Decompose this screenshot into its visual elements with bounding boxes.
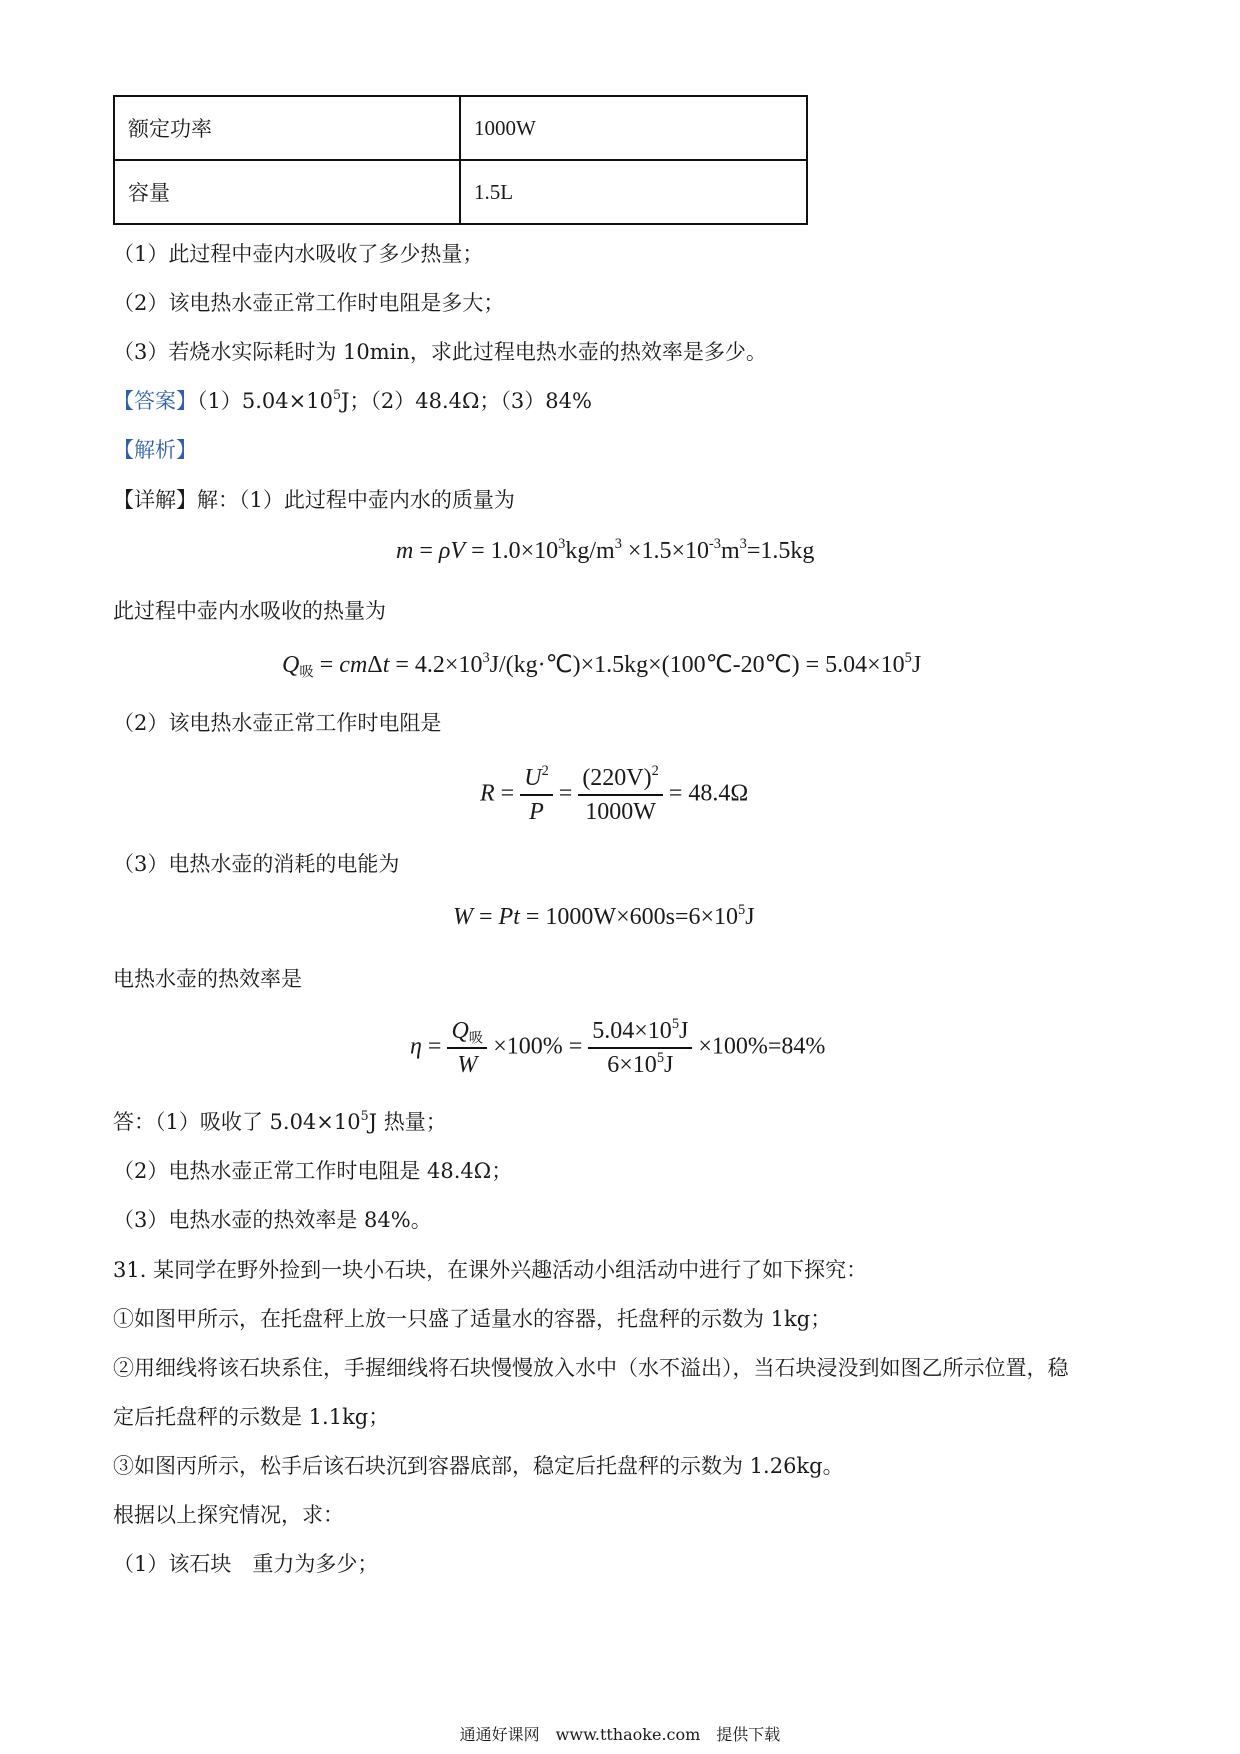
answer-part1-pre: （1）5.04×10 xyxy=(197,389,333,413)
answer-tag: 【答案】 xyxy=(113,389,197,413)
table-cell-value: 1000W xyxy=(460,96,807,160)
table-row xyxy=(114,160,807,224)
answer-part1-exp: 5 xyxy=(332,387,341,403)
energy-intro: （3）电热水壶的消耗的电能为 xyxy=(113,852,400,876)
answer-line xyxy=(113,387,592,415)
footer-text: 通通好课网 www.tthaoke.com 提供下载 xyxy=(459,1725,781,1744)
question-3: （3）若烧水实际耗时为 10min，求此过程电热水壶的热效率是多少。 xyxy=(113,340,767,364)
question-1: （1）此过程中壶内水吸收了多少热量； xyxy=(113,242,484,266)
conclusion-2: （2）电热水壶正常工作时电阻是 48.4Ω； xyxy=(113,1159,513,1183)
detail-line xyxy=(113,486,515,514)
question-2: （2）该电热水壶正常工作时电阻是多大； xyxy=(113,291,505,315)
equation-efficiency: η = $\frac{Q_吸}{W}$ ×100% = $\frac{5.04\times 10^5J}{6\times 10^5J}$ ×100%=84% xyxy=(410,1015,826,1078)
answer-part1-post: J；（2）48.4Ω；（3）84% xyxy=(340,389,592,413)
table-cell-value: 1.5L xyxy=(460,160,807,224)
table-row xyxy=(114,96,807,160)
conclusion-1-exp: 5 xyxy=(360,1108,369,1124)
heat-intro: 此过程中壶内水吸收的热量为 xyxy=(113,599,386,623)
analysis-tag: 【解析】 xyxy=(113,438,197,462)
equation-mass: $m = \rho V = 1.0\times 10^3kg/m^3 \times 1.5\times 10^{-3}m^3=1.5kg$ xyxy=(396,535,815,564)
problem31-step3: ③如图丙所示，松手后该石块沉到容器底部，稳定后托盘秤的示数为 1.26kg。 xyxy=(113,1454,844,1478)
conclusion-1 xyxy=(113,1108,447,1136)
resist-intro: （2）该电热水壶正常工作时电阻是 xyxy=(113,711,442,735)
conclusion-1-post: J 热量； xyxy=(368,1110,447,1134)
detail-text: 解：（1）此过程中壶内水的质量为 xyxy=(197,488,515,512)
equation-heat: $Q_吸 = cm\Delta t$ = $4.2\times 10^3J/(kg\cdot℃)\times 1.5kg\times(100℃-20℃) = 5.04\times 10^5J$ xyxy=(282,649,922,681)
equation-energy: $W = Pt = 1000W\times 600s=6\times 10^5J$ xyxy=(453,901,755,930)
problem31-step2a: ②用细线将该石块系住，手握细线将石块慢慢放入水中（水不溢出），当石块浸没到如图乙所示位置，稳 xyxy=(113,1356,1069,1380)
table-cell-label: 额定功率 xyxy=(114,96,460,160)
table-cell-label: 容量 xyxy=(114,160,460,224)
spec-table xyxy=(113,95,808,225)
problem31-q1: （1）该石块 重力为多少； xyxy=(113,1552,379,1576)
equation-resistance: R = $\frac{U^2}{P}$ = $\frac{(220V)^2}{1000W}$ = 48.4Ω xyxy=(480,762,749,825)
problem31-stem: 31. 某同学在野外捡到一块小石块，在课外兴趣活动小组活动中进行了如下探究： xyxy=(113,1258,868,1282)
detail-tag: 【详解】 xyxy=(113,488,197,512)
eff-intro: 电热水壶的热效率是 xyxy=(113,967,302,991)
problem31-ask: 根据以上探究情况，求： xyxy=(113,1503,344,1527)
conclusion-1-pre: 答：（1）吸收了 5.04×10 xyxy=(113,1110,361,1134)
problem31-step2b: 定后托盘秤的示数是 1.1kg； xyxy=(113,1405,390,1429)
conclusion-3: （3）电热水壶的热效率是 84%。 xyxy=(113,1208,432,1232)
problem31-step1: ①如图甲所示，在托盘秤上放一只盛了适量水的容器，托盘秤的示数为 1kg； xyxy=(113,1307,832,1331)
